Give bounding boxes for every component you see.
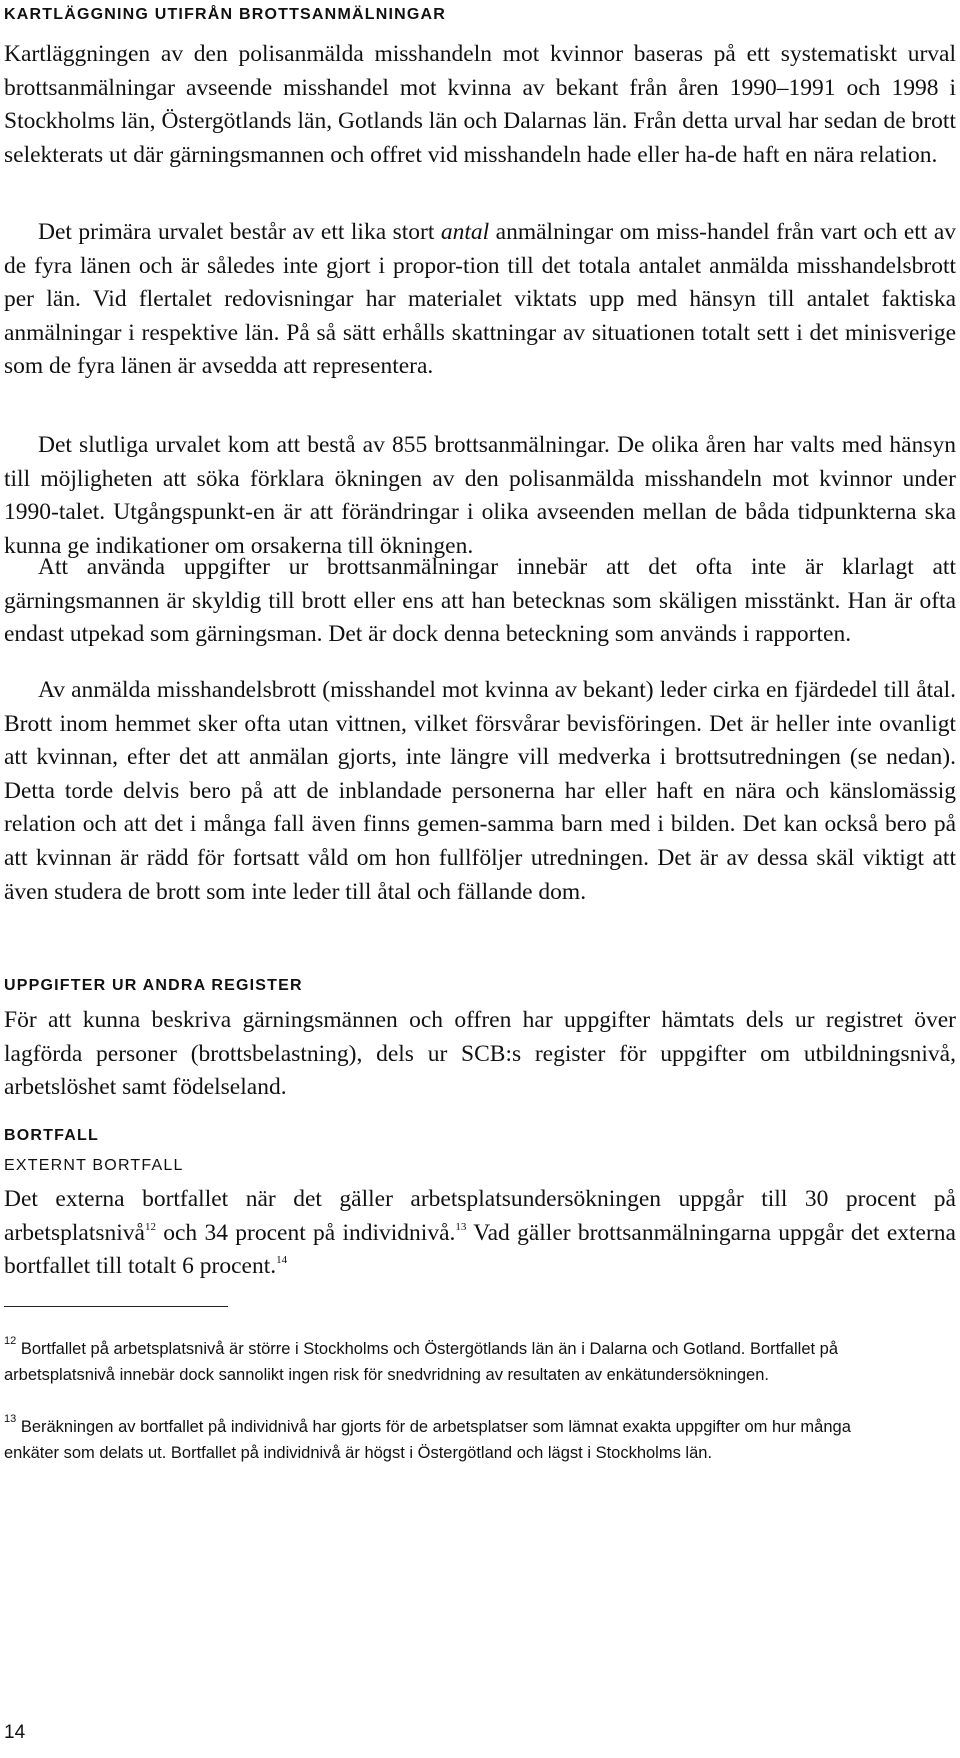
paragraph-3 (4, 429, 956, 563)
paragraph-5 (4, 674, 956, 909)
footnote-12 (4, 1336, 904, 1388)
paragraph-4 (4, 551, 956, 652)
section-heading-kartlaggning: KARTLÄGGNING UTIFRÅN BROTTSANMÄLNINGAR (4, 6, 447, 23)
footnote-12-number: 12 (4, 1335, 17, 1347)
paragraph-3-text: Det slutliga urvalet kom att bestå av 855 brottsanmälningar. De olika åren har valts med hänsyn till möjligheten att söka förklara ökningen av den polisanmälda misshandeln mot kvinnor under 1990-talet. Utgångspunkt-en är att förändringar i olika avseenden mellan de båda tidpunkterna ska kunna ge indikationer om orsakerna till ökningen. (4, 432, 956, 559)
footnote-13-number: 13 (4, 1413, 17, 1425)
paragraph-7-text-c: Vad gäller brottsanmälningarna uppgår det externa bortfallet till totalt 6 procent. (4, 1219, 956, 1280)
paragraph-6 (4, 1004, 956, 1105)
paragraph-7-text-a: Det externa bortfallet när det gäller arbetsplatsundersökningen uppgår till 30 procent på arbetsplatsnivå (4, 1186, 956, 1246)
paragraph-2-text-a: Det primära urvalet består av ett lika stort (38, 219, 441, 245)
paragraph-1 (4, 38, 956, 172)
footnote-ref-14[interactable]: 14 (276, 1254, 288, 1267)
paragraph-4-text: Att använda uppgifter ur brottsanmälningar innebär att det ofta inte är klarlagt att gärningsmannen är skyldig till brott eller ens att han betecknas som skäligen misstänkt. Han är ofta endast utpekad som gärningsman. Det är dock denna beteckning som används i rapporten. (4, 554, 956, 648)
page-number: 14 (4, 1722, 26, 1743)
footnote-ref-13[interactable]: 13 (455, 1220, 467, 1233)
section-heading-uppgifter: UPPGIFTER UR ANDRA REGISTER (4, 977, 303, 994)
paragraph-1-text: Kartläggningen av den polisanmälda misshandeln mot kvinnor baseras på ett systematiskt urval brottsanmälningar avseende misshandel mot kvinna av bekant från åren 1990–1991 och 1998 i Stockholms län, Östergötlands län, Gotlands län och Dalarnas län. Från detta urval har sedan de brott selekterats ut där gärningsmannen och offret vid misshandeln hade eller ha-de haft en nära relation. (4, 41, 956, 168)
paragraph-2-emphasis: antal (440, 219, 490, 245)
paragraph-2 (4, 216, 956, 384)
section-heading-bortfall: BORTFALL (4, 1127, 99, 1144)
footnote-12-text: Bortfallet på arbetsplatsnivå är större i Stockholms och Östergötlands län än i Dalarna och Gotland. Bortfallet på arbetsplatsnivå innebär dock sannolikt ingen risk för snedvridning av resultaten av enkätundersökningen. (4, 1340, 839, 1384)
footnote-13-text: Beräkningen av bortfallet på individnivå har gjorts för de arbetsplatser som lämnat exakta uppgifter om hur många enkäter som delats ut. Bortfallet på individnivå är högst i Östergötland och lägst i Stockholms län. (4, 1418, 851, 1462)
footnote-13 (4, 1414, 904, 1466)
paragraph-6-text: För att kunna beskriva gärningsmännen och offren har uppgifter hämtats dels ur registret över lagförda personer (brottsbelastning), dels ur SCB:s register för uppgifter om utbildningsnivå, arbetslöshet samt födelseland. (4, 1007, 956, 1101)
paragraph-2-text-b: anmälningar om miss-handel från vart och ett av de fyra länen och är således inte gjort i propor-tion till det totala antalet anmälda misshandelsbrott per län. Vid flertalet redovisningar har materialet viktats upp med hänsyn till antalet faktiska anmälningar i respektive län. På så sätt erhålls skattningar av situationen totalt sett i det minisverige som de fyra länen är avsedda att representera. (4, 219, 956, 380)
footnote-divider (4, 1306, 228, 1307)
paragraph-7 (4, 1183, 956, 1284)
subheading-externt-bortfall: EXTERNT BORTFALL (4, 1157, 184, 1174)
paragraph-7-text-b: och 34 procent på individnivå. (155, 1219, 456, 1246)
footnote-ref-12[interactable]: 12 (144, 1220, 156, 1233)
paragraph-5-text: Av anmälda misshandelsbrott (misshandel mot kvinna av bekant) leder cirka en fjärdedel till åtal. Brott inom hemmet sker ofta utan vittnen, vilket försvårar bevisföringen. Det är heller inte ovanligt att kvinnan, efter det att anmälan gjorts, inte längre vill medverka i brottsutredningen (se nedan). Detta torde delvis bero på att de inblandade personerna har eller haft en nära och känslomässig relation och att det i många fall även finns gemen-samma barn med i bilden. Det kan också bero på att kvinnan är rädd för fortsatt våld om hon fullföljer utredningen. Det är av dessa skäl viktigt att även studera de brott som inte leder till åtal och fällande dom. (4, 677, 956, 905)
